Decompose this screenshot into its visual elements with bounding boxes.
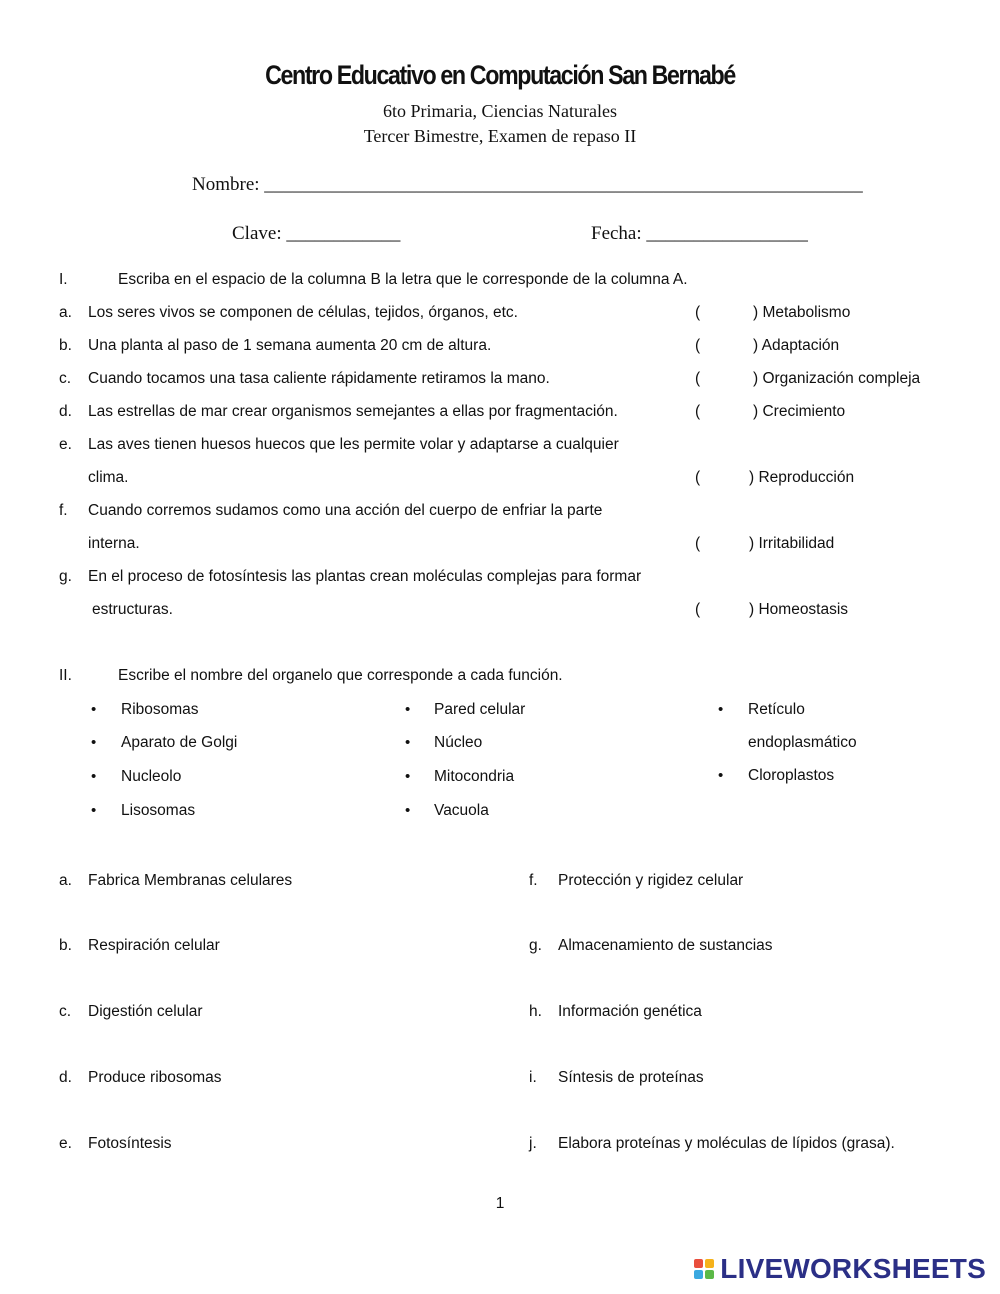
column-b-option: ) Homeostasis — [749, 601, 849, 618]
item-text-continuation: interna. — [88, 535, 140, 552]
logo-grid-icon — [694, 1259, 714, 1279]
item-text: Las estrellas de mar crear organismos semejantes a ellas por fragmentación. — [88, 403, 618, 420]
function-text: Elabora proteínas y moléculas de lípidos (grasa). — [558, 1135, 895, 1152]
item-letter: a. — [59, 304, 72, 321]
organelle-item: Vacuola — [434, 802, 489, 819]
bullet-icon: • — [718, 701, 724, 718]
function-text: Fotosíntesis — [88, 1135, 172, 1152]
function-letter: a. — [59, 872, 72, 889]
function-letter: j. — [529, 1135, 537, 1152]
bullet-icon: • — [91, 802, 97, 819]
answer-paren[interactable]: ( — [695, 370, 701, 387]
item-text-continuation: clima. — [88, 469, 129, 486]
function-text: Respiración celular — [88, 937, 220, 954]
function-text: Síntesis de proteínas — [558, 1069, 704, 1086]
function-text: Digestión celular — [88, 1003, 203, 1020]
item-letter: f. — [59, 502, 68, 519]
bullet-icon: • — [405, 802, 411, 819]
organelle-item: Retículo — [748, 701, 805, 718]
item-letter: b. — [59, 337, 72, 354]
section-1-instruction: Escriba en el espacio de la columna B la letra que le corresponde de la columna A. — [118, 271, 688, 288]
exam-subtitle: Tercer Bimestre, Examen de repaso II — [363, 126, 637, 146]
answer-paren[interactable]: ( — [695, 535, 701, 552]
item-text-continuation: estructuras. — [92, 601, 173, 618]
item-text: En el proceso de fotosíntesis las plantas crean moléculas complejas para formar — [88, 568, 642, 585]
bullet-icon: • — [405, 734, 411, 751]
function-text: Fabrica Membranas celulares — [88, 872, 293, 889]
item-letter: e. — [59, 436, 72, 453]
function-letter: g. — [529, 937, 542, 954]
column-b-option: ) Reproducción — [749, 469, 855, 486]
item-letter: d. — [59, 403, 72, 420]
item-text: Las aves tienen huesos huecos que les permite volar y adaptarse a cualquier — [88, 436, 619, 453]
brand-name: LIVEWORKSHEETS — [720, 1253, 986, 1284]
function-letter: d. — [59, 1069, 72, 1086]
answer-paren[interactable]: ( — [695, 304, 701, 321]
column-b-option: ) Irritabilidad — [749, 535, 835, 552]
function-text: Produce ribosomas — [88, 1069, 222, 1086]
bullet-icon: • — [91, 701, 97, 718]
page-number: 1 — [495, 1195, 505, 1212]
answer-paren[interactable]: ( — [695, 469, 701, 486]
function-letter: h. — [529, 1003, 542, 1020]
item-text: Cuando corremos sudamos como una acción del cuerpo de enfriar la parte — [88, 502, 603, 519]
bullet-icon: • — [405, 768, 411, 785]
item-letter: c. — [59, 370, 72, 387]
organelle-item: Aparato de Golgi — [121, 734, 238, 751]
organelle-item: Ribosomas — [121, 701, 199, 718]
name-field[interactable]: Nombre: _______________________________________________________________ — [192, 174, 863, 195]
course-subtitle: 6to Primaria, Ciencias Naturales — [383, 101, 617, 121]
answer-paren[interactable]: ( — [695, 601, 701, 618]
answer-paren[interactable]: ( — [695, 403, 701, 420]
organelle-item: Cloroplastos — [748, 767, 835, 784]
section-2-instruction: Escribe el nombre del organelo que corresponde a cada función. — [118, 667, 563, 684]
function-letter: f. — [529, 872, 538, 889]
bullet-icon: • — [405, 701, 411, 718]
function-letter: c. — [59, 1003, 72, 1020]
organelle-item: Lisosomas — [121, 802, 196, 819]
key-field[interactable]: Clave: ____________ — [232, 223, 401, 244]
column-b-option: ) Metabolismo — [753, 304, 851, 321]
organelle-item: Mitocondria — [434, 768, 515, 785]
answer-paren[interactable]: ( — [695, 337, 701, 354]
column-b-option: ) Adaptación — [753, 337, 840, 354]
function-letter: i. — [529, 1069, 537, 1086]
column-b-option: ) Organización compleja — [753, 370, 921, 387]
item-letter: g. — [59, 568, 72, 585]
function-text: Información genética — [558, 1003, 702, 1020]
bullet-icon: • — [718, 767, 724, 784]
school-title: Centro Educativo en Computación San Bernabé — [265, 60, 735, 90]
item-text: Una planta al paso de 1 semana aumenta 20 cm de altura. — [88, 337, 492, 354]
function-letter: e. — [59, 1135, 72, 1152]
organelle-item: Pared celular — [434, 701, 526, 718]
column-b-option: ) Crecimiento — [753, 403, 846, 420]
section-2-number: II. — [59, 667, 72, 684]
organelle-item-continuation: endoplasmático — [748, 734, 857, 751]
bullet-icon: • — [91, 734, 97, 751]
bullet-icon: • — [91, 768, 97, 785]
item-text: Cuando tocamos una tasa caliente rápidamente retiramos la mano. — [88, 370, 550, 387]
function-letter: b. — [59, 937, 72, 954]
organelle-item: Nucleolo — [121, 768, 182, 785]
item-text: Los seres vivos se componen de células, tejidos, órganos, etc. — [88, 304, 518, 321]
date-field[interactable]: Fecha: _________________ — [591, 223, 808, 244]
section-1-number: I. — [59, 271, 68, 288]
liveworksheets-logo[interactable] — [694, 1252, 986, 1286]
function-text: Protección y rigidez celular — [558, 872, 744, 889]
organelle-item: Núcleo — [434, 734, 483, 751]
function-text: Almacenamiento de sustancias — [558, 937, 773, 954]
